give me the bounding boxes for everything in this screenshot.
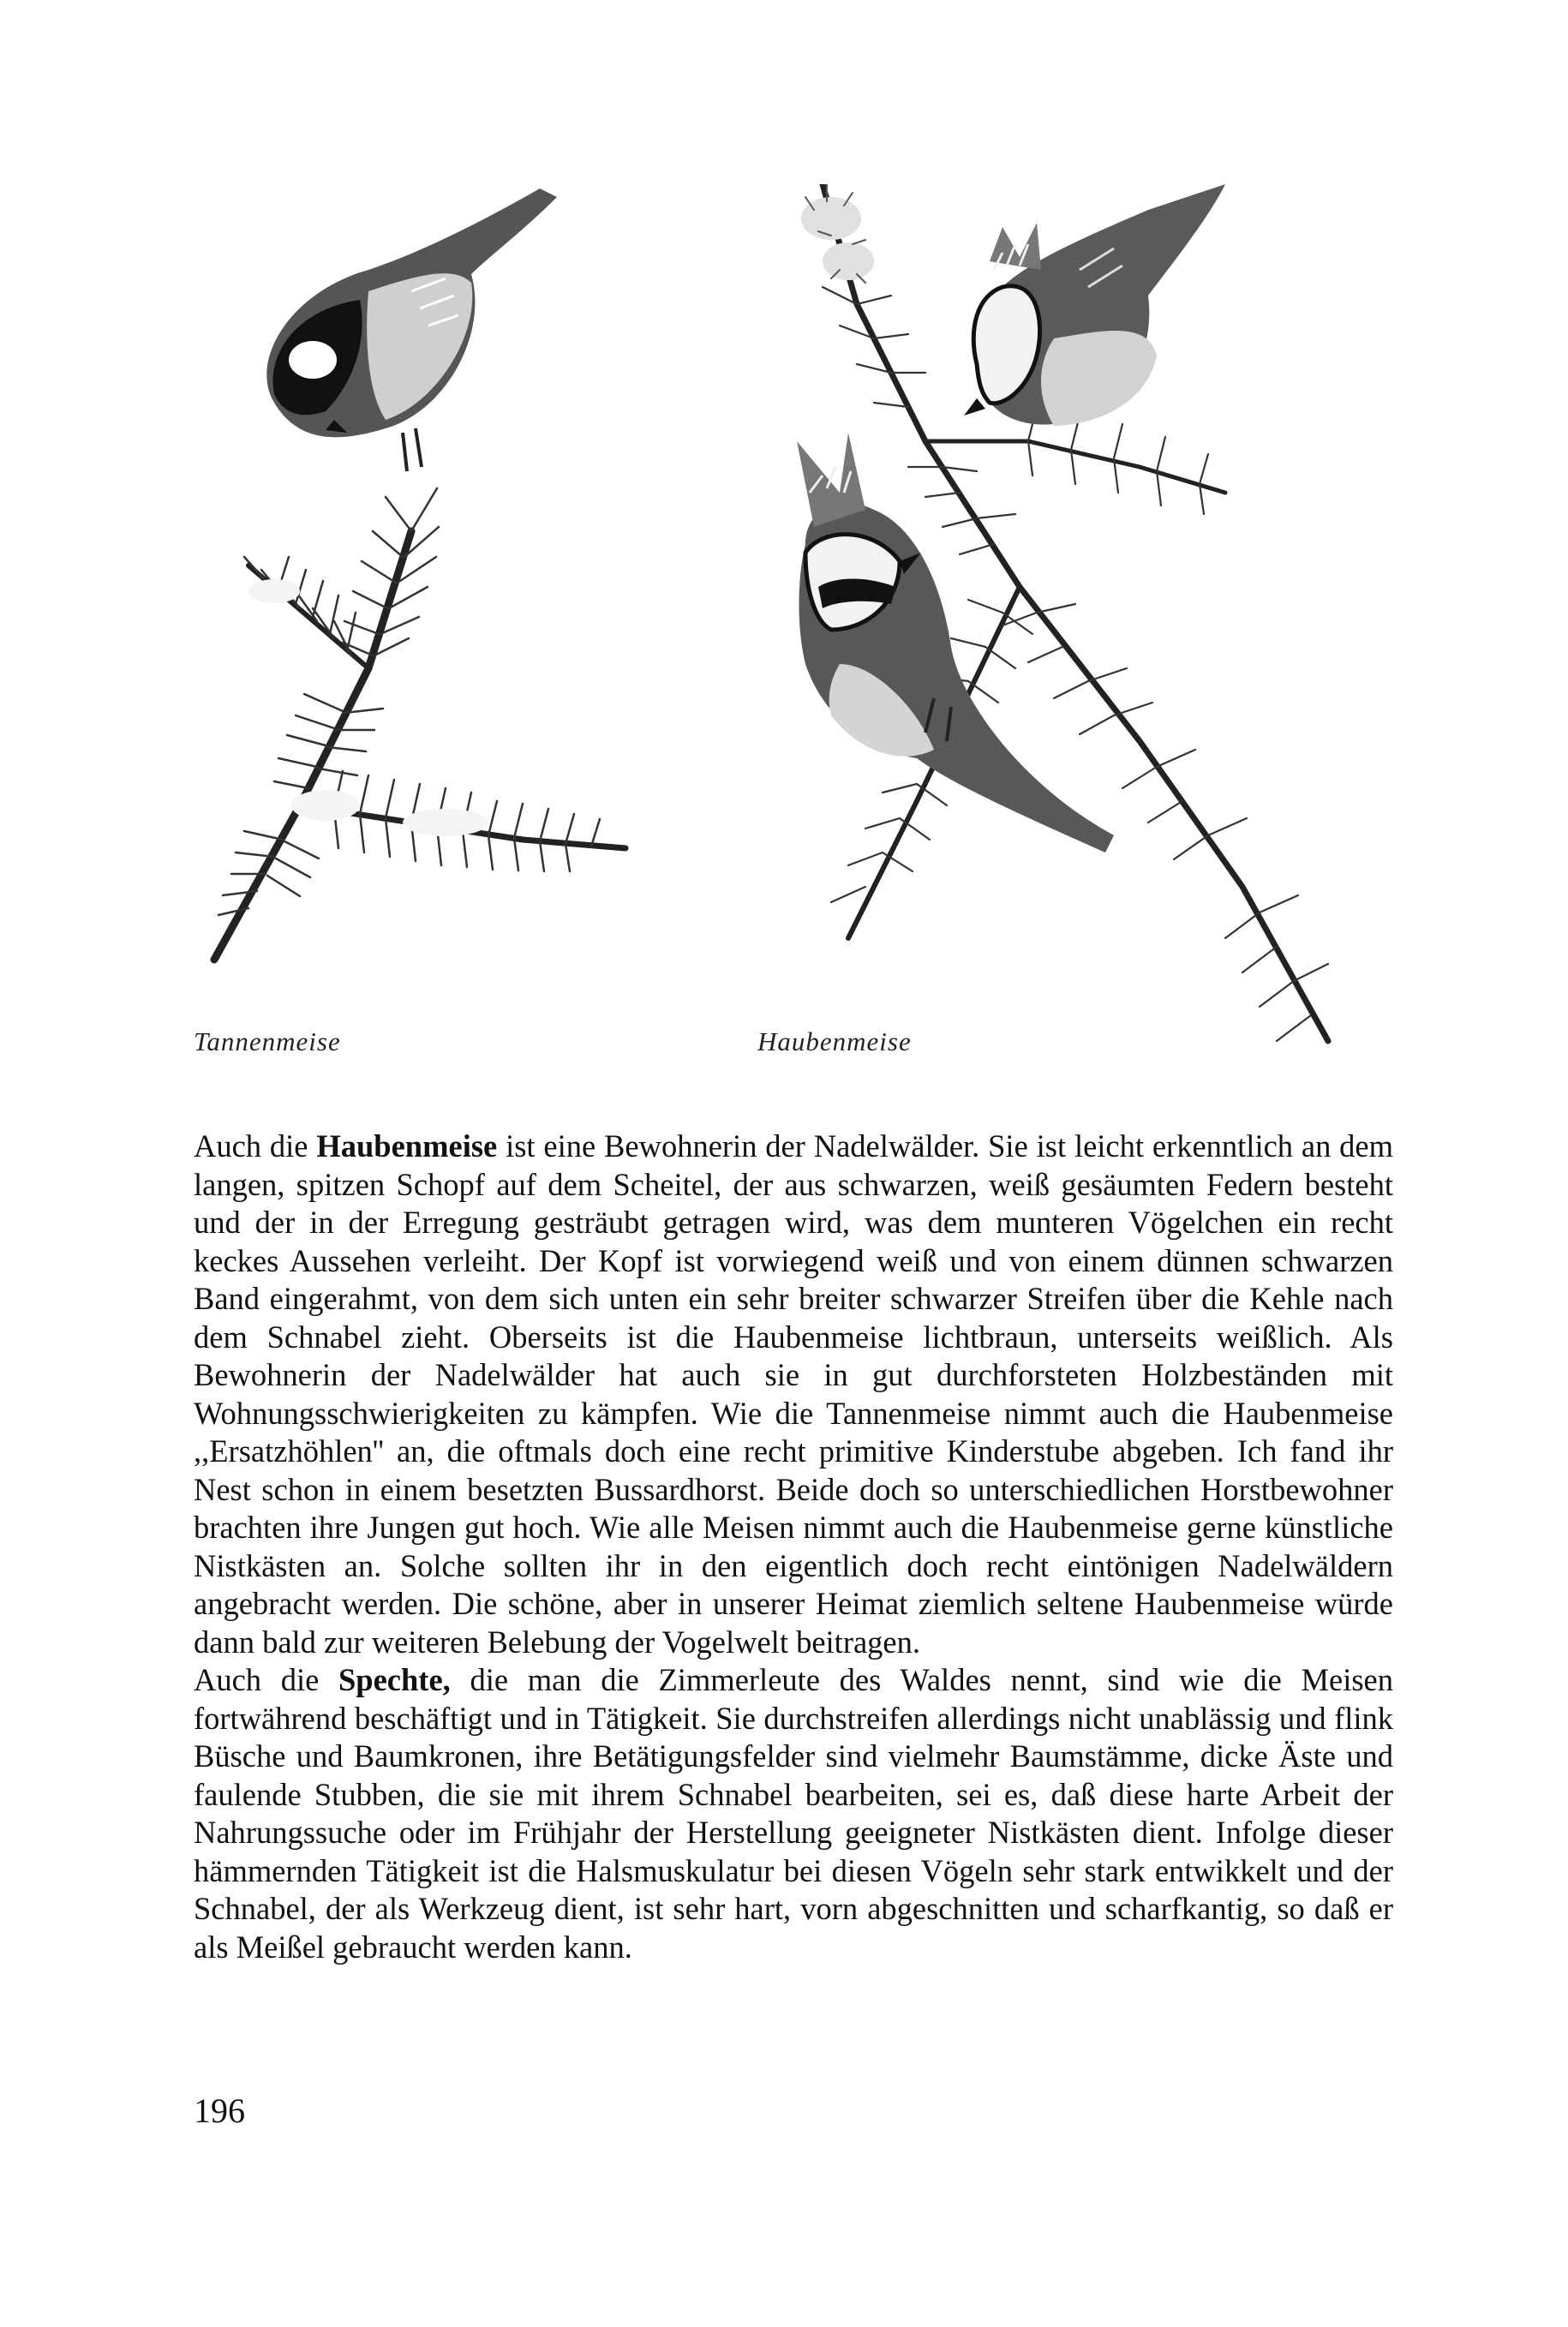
figure-caption-left: Tannenmeise (194, 1026, 341, 1056)
figure-caption-right: Haubenmeise (757, 1026, 912, 1056)
crested-tit-illustration (745, 184, 1397, 1075)
crested-tit-drawing (745, 184, 1397, 1075)
paragraph-haubenmeise (194, 1128, 1393, 1661)
paragraph-rest: die man die Zimmerleute des Waldes nennt, sind wie die Meisen fortwährend beschäftigt und in Tätigkeit. Sie durchstreifen allerdings nicht unablässig und flink Büsche und Baumkronen, ihre Betätigungsfelder sind vielmehr Baumstämme, dicke Äste und faulende Stubben, die sie mit ihrem Schnabel bearbeiten, sei es, daß diese harte Arbeit der Nahrungssuche oder im Frühjahr der Herstellung geeigneter Nistkästen dient. Infolge dieser hämmernden Tätigkeit ist die Halsmuskulatur bei diesen Vögeln sehr stark entwikkelt und der Schnabel, der als Werkzeug dient, ist sehr hart, vorn abgeschnitten und scharfkantig, so daß er als Meißel gebraucht werden kann. (194, 1662, 1393, 1965)
page-number: 196 (194, 2091, 245, 2130)
paragraph-rest: ist eine Bewohnerin der Nadelwälder. Sie ist leicht erkenntlich an dem langen, spitzen Schopf auf dem Scheitel, der aus schwarzen, weiß gesäumten Federn besteht und der in der Erregung gesträubt getragen wird, was dem munteren Vögelchen ein recht keckes Aussehen verleiht. Der Kopf ist vorwiegend weiß und von einem dünnen schwarzen Band eingerahmt, von dem sich unten ein sehr breiter schwarzer Streifen über die Kehle nach dem Schnabel zieht. Oberseits ist die Haubenmeise lichtbraun, unterseits weißlich. Als Bewohnerin der Nadelwälder hat auch sie in gut durchforsteten Holzbeständen mit Wohnungsschwierigkeiten zu kämpfen. Wie die Tannenmeise nimmt auch die Haubenmeise ,,Ersatzhöhlen'' an, die oftmals doch eine recht primitive Kinderstube abgeben. Ich fand ihr Nest schon in einem besetzten Bussardhorst. Beide doch so unterschiedlichen Horstbewohner brachten ihre Jungen gut hoch. Wie alle Meisen nimmt auch die Haubenmeise gerne künstliche Nistkästen an. Solche sollten ihr in den eigentlich doch recht eintönigen Nadelwäldern angebracht werden. Die schöne, aber in unserer Heimat ziemlich seltene Haubenmeise würde dann bald zur weiteren Belebung der Vogelwelt beitragen. (194, 1128, 1394, 1660)
paragraph-lead: Auch die (194, 1128, 317, 1164)
paragraph-bold-term: Spechte, (338, 1662, 451, 1697)
coal-tit-drawing (197, 188, 677, 985)
paragraph-lead: Auch die (194, 1662, 338, 1697)
coal-tit-illustration (197, 188, 677, 985)
body-text (194, 1128, 1393, 1966)
paragraph-spechte (194, 1661, 1393, 1966)
paragraph-bold-term: Haubenmeise (316, 1128, 498, 1164)
